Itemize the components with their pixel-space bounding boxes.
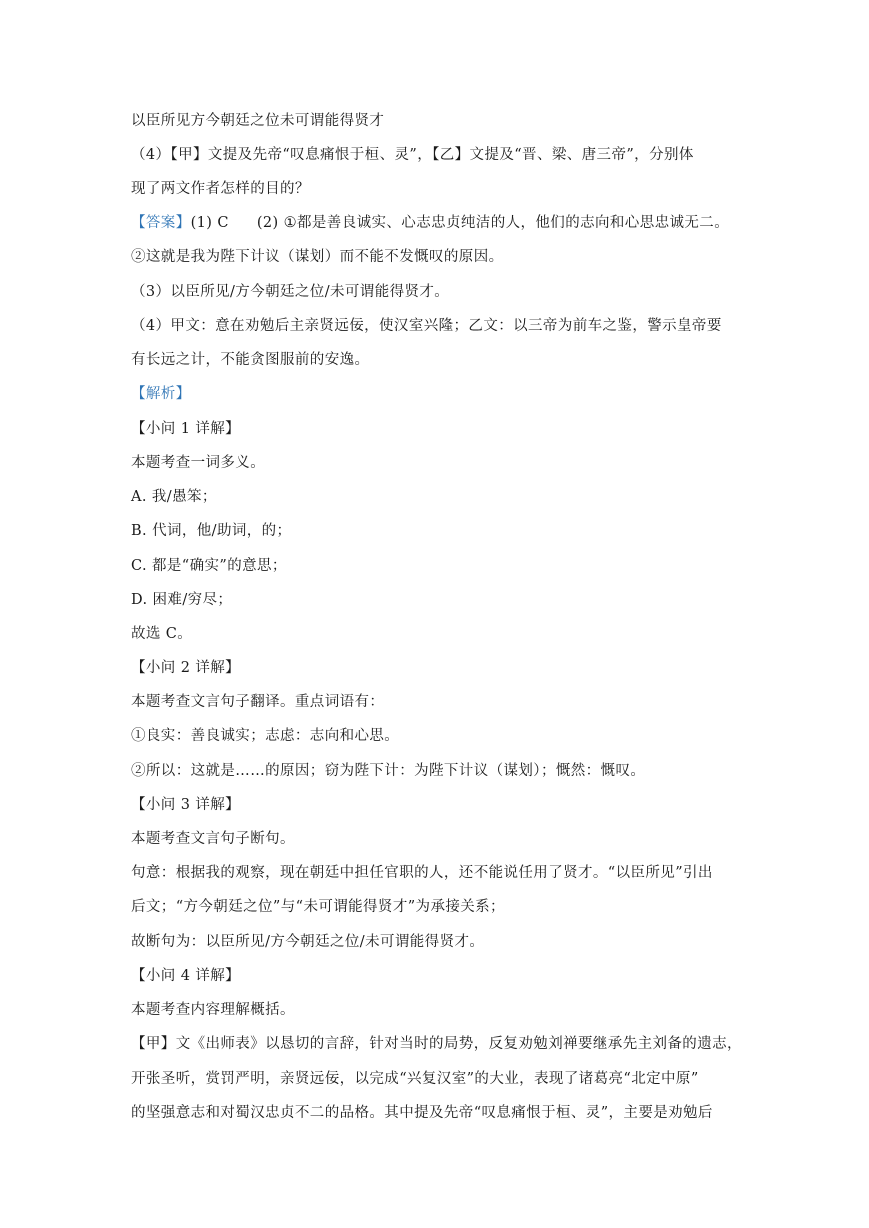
subquestion-1-intro: 本题考查一词多义。	[131, 455, 266, 471]
subquestion-4-body-line-2: 开张圣听，赏罚严明，亲贤远佞，以完成“兴复汉室”的大业，表现了诸葛亮“北定中原”	[131, 1071, 699, 1087]
question-4-line-1: （4）【甲】文提及先帝“叹息痛恨于桓、灵”，【乙】文提及“晋、梁、唐三帝”，分别体	[131, 147, 694, 163]
answer-4-line-1: （4）甲文：意在劝勉后主亲贤远佞，使汉室兴隆；乙文：以三帝为前车之鉴，警示皇帝要	[131, 318, 722, 334]
answer-4-line-2: 有长远之计，不能贪图服前的安逸。	[131, 352, 370, 368]
subquestion-2-point-1: ①良实：善良诚实；志虑：志向和心思。	[131, 728, 400, 744]
answer-3: （3）以臣所见/方今朝廷之位/未可谓能得贤才。	[131, 284, 450, 300]
option-a: A. 我/愚笨；	[131, 489, 217, 505]
subquestion-2-heading: 【小问 2 详解】	[131, 660, 241, 676]
subquestion-3-conclusion: 故断句为：以臣所见/方今朝廷之位/未可谓能得贤才。	[131, 934, 485, 950]
subquestion-1-heading: 【小问 1 详解】	[131, 421, 241, 437]
subquestion-3-intro: 本题考查文言句子断句。	[131, 831, 295, 847]
answer-2-part-2: ②这就是我为陛下计议（谋划）而不能不发慨叹的原因。	[131, 249, 504, 265]
option-b: B. 代词，他/助词，的；	[131, 523, 292, 539]
subquestion-3-meaning-line-1: 句意：根据我的观察，现在朝廷中担任官职的人，还不能说任用了贤才。“以臣所见”引出	[131, 865, 713, 881]
answer-line-1	[131, 213, 751, 233]
subquestion-3-meaning-line-2: 后文；“方今朝廷之位”与“未可谓能得贤才”为承接关系；	[131, 899, 505, 915]
subquestion-2-point-2: ②所以：这就是……的原因；窃为陛下计：为陛下计议（谋划）；慨然：慨叹。	[131, 763, 646, 779]
answer-2-part-1: (2) ①都是善良诚实、心志忠贞纯洁的人，他们的志向和心思忠诚无二。	[256, 215, 730, 231]
analysis-label: 【解析】	[131, 386, 191, 402]
subquestion-4-heading: 【小问 4 详解】	[131, 968, 241, 984]
subquestion-4-body-line-1: 【甲】文《出师表》以恳切的言辞，针对当时的局势，反复劝勉刘禅要继承先主刘备的遗志，	[131, 1036, 742, 1052]
answer-label: 【答案】	[131, 215, 191, 231]
answer-1: (1) C	[190, 215, 229, 231]
question-3-sentence: 以臣所见方今朝廷之位未可谓能得贤才	[131, 113, 385, 129]
option-c: C. 都是“确实”的意思；	[131, 558, 287, 574]
subquestion-4-intro: 本题考查内容理解概括。	[131, 1002, 295, 1018]
option-d: D. 困难/穷尽；	[131, 592, 233, 608]
subquestion-1-conclusion: 故选 C。	[131, 626, 193, 642]
subquestion-3-heading: 【小问 3 详解】	[131, 797, 241, 813]
question-4-line-2: 现了两文作者怎样的目的？	[131, 181, 310, 197]
subquestion-4-body-line-3: 的坚强意志和对蜀汉忠贞不二的品格。其中提及先帝“叹息痛恨于桓、灵”，主要是劝勉后	[131, 1105, 713, 1121]
subquestion-2-intro: 本题考查文言句子翻译。重点词语有：	[131, 694, 385, 710]
